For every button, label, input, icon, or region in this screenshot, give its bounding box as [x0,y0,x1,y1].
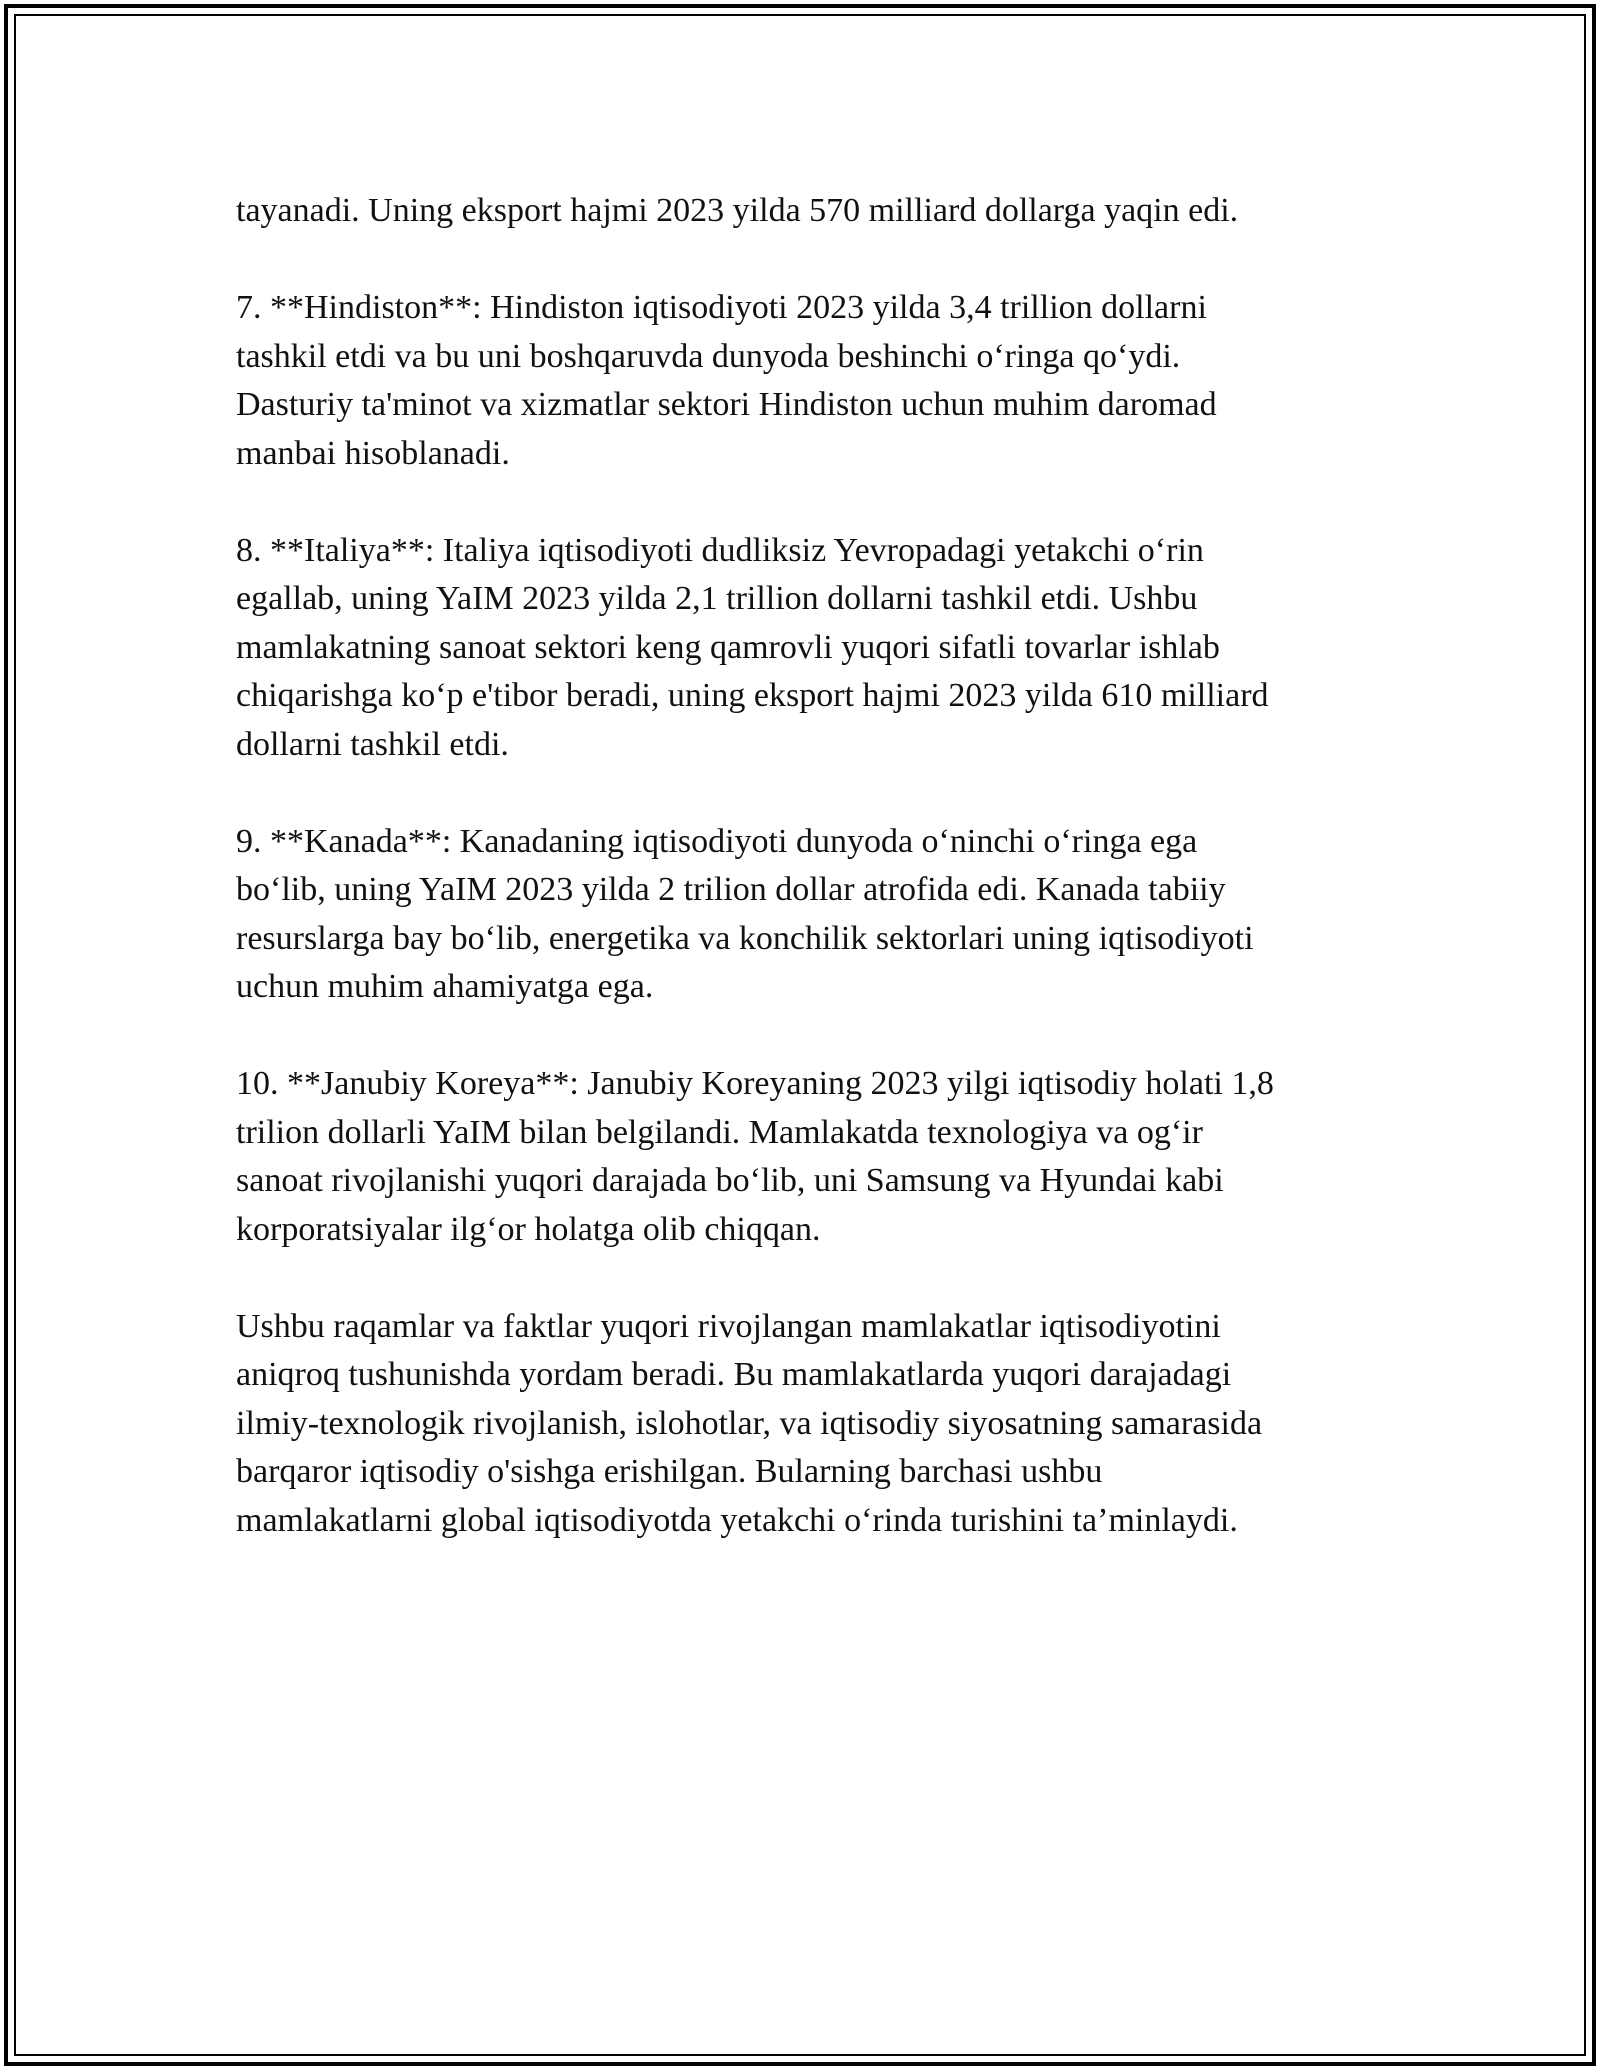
text-line: mamlakatning sanoat sektori keng qamrovli yuqori sifatli tovarlar ishlab [236,628,1220,666]
paragraph-janubiy-koreya [236,1060,1386,1254]
text-line: trilion dollarli YaIM bilan belgilandi. Mamlakatda texnologiya va og‘ir [236,1113,1203,1151]
text-line: 9. **Kanada**: Kanadaning iqtisodiyoti dunyoda o‘ninchi o‘ringa ega [236,822,1198,860]
paragraph-continuation [236,187,1386,236]
text-line: Dasturiy ta'minot va xizmatlar sektori Hindiston uchun muhim daromad [236,386,1217,423]
text-line: bo‘lib, uning YaIM 2023 yilda 2 trilion dollar atrofida edi. Kanada tabiiy [236,871,1226,908]
text-line: 8. **Italiya**: Italiya iqtisodiyoti dudliksiz Yevropadagi yetakchi o‘rin [236,531,1204,569]
text-line: korporatsiyalar ilg‘or holatga olib chiqqan. [236,1210,821,1248]
paragraph-italiya [236,527,1386,770]
text-line: Ushbu raqamlar va faktlar yuqori rivojlangan mamlakatlar iqtisodiyotini [236,1307,1221,1345]
text-line: mamlakatlarni global iqtisodiyotda yetakchi o‘rinda turishini ta’minlaydi. [236,1501,1238,1539]
text-line: chiqarishga ko‘p e'tibor beradi, uning eksport hajmi 2023 yilda 610 milliard [236,677,1269,714]
paragraph-kanada [236,818,1386,1012]
text-line: resurslarga bay bo‘lib, energetika va konchilik sektorlari uning iqtisodiyoti [236,919,1254,957]
paragraph-hindiston [236,284,1386,478]
text-line: tayanadi. Uning eksport hajmi 2023 yilda 570 milliard dollarga yaqin edi. [236,192,1239,229]
text-line: 10. **Janubiy Koreya**: Janubiy Koreyaning 2023 yilgi iqtisodiy holati 1,8 [236,1065,1274,1102]
text-line: 7. **Hindiston**: Hindiston iqtisodiyoti 2023 yilda 3,4 trillion dollarni [236,289,1207,326]
text-line: uchun muhim ahamiyatga ega. [236,968,654,1005]
text-line: dollarni tashkil etdi. [236,725,509,763]
text-line: barqaror iqtisodiy o'sishga erishilgan. Bularning barchasi ushbu [236,1453,1103,1490]
text-line: aniqroq tushunishda yordam beradi. Bu mamlakatlarda yuqori darajadagi [236,1356,1232,1393]
paragraph-conclusion [236,1303,1386,1546]
text-line: sanoat rivojlanishi yuqori darajada bo‘lib, uni Samsung va Hyundai kabi [236,1162,1224,1199]
text-line: egallab, uning YaIM 2023 yilda 2,1 trillion dollarni tashkil etdi. Ushbu [236,580,1198,617]
text-line: ilmiy-texnologik rivojlanish, islohotlar, va iqtisodiy siyosatning samarasida [236,1404,1263,1442]
document-body [236,187,1386,1594]
text-line: manbai hisoblanadi. [236,434,510,472]
text-line: tashkil etdi va bu uni boshqaruvda dunyoda beshinchi o‘ringa qo‘ydi. [236,337,1181,375]
